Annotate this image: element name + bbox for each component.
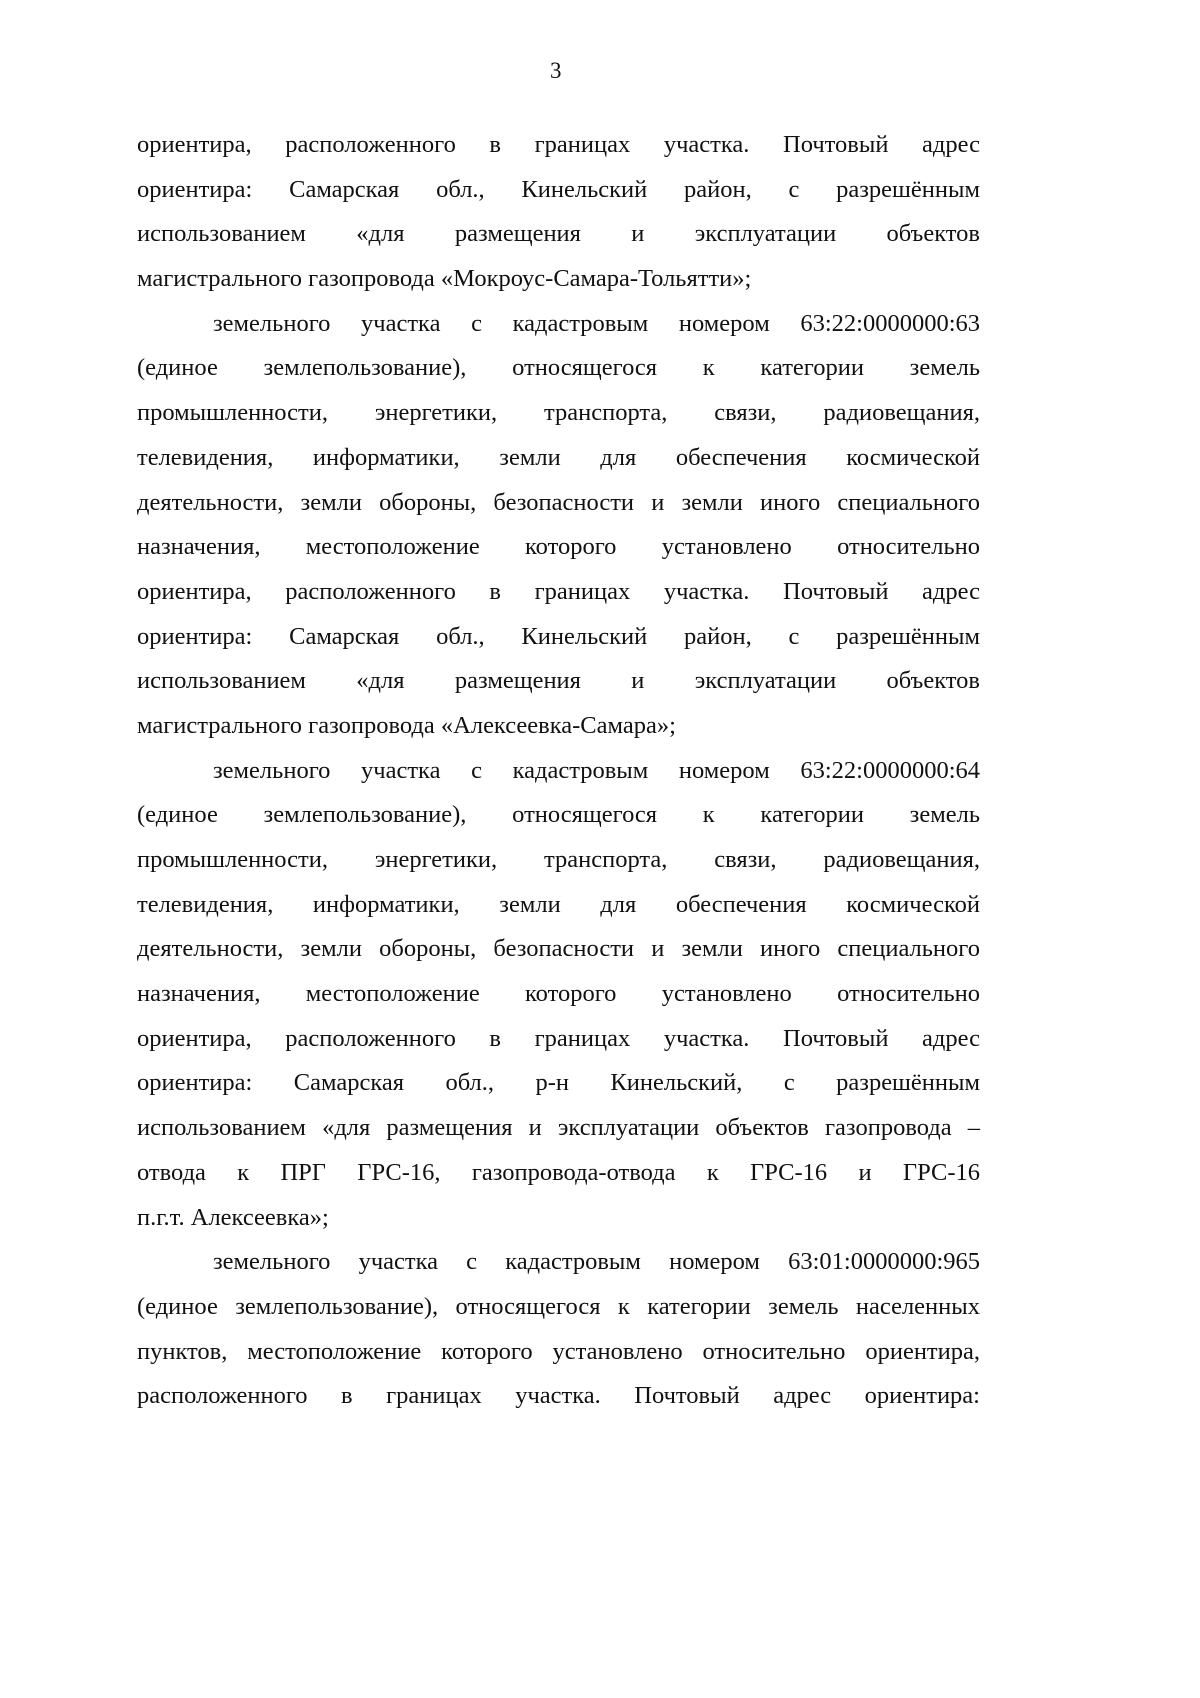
text-line: ориентира, расположенного в границах участка. Почтовый адрес: [137, 131, 980, 158]
paragraph: [137, 749, 980, 1241]
text-line: ориентира: Самарская обл., Кинельский район, с разрешённым: [137, 622, 980, 650]
text-line: земельного участка с кадастровым номером 63:22:0000000:64: [213, 756, 980, 784]
text-line: деятельности, земли обороны, безопасности и земли иного специального: [137, 488, 980, 516]
text-line: п.г.т. Алексеевка»;: [137, 1203, 329, 1231]
text-line: назначения, местоположение которого установлено относительно: [137, 533, 980, 561]
text-line: деятельности, земли обороны, безопасности и земли иного специального: [137, 935, 980, 963]
text-line: ориентира, расположенного в границах участка. Почтовый адрес: [137, 577, 980, 605]
paragraph: [137, 123, 980, 302]
page-number: 3: [550, 58, 562, 83]
text-line: телевидения, информатики, земли для обеспечения космической: [137, 443, 980, 471]
text-line: использованием «для размещения и эксплуатации объектов: [137, 667, 980, 695]
text-line: (единое землепользование), относящегося к категории земель: [137, 354, 980, 382]
text-line: (единое землепользование), относящегося к категории земель: [137, 801, 980, 829]
text-line: ориентира, расположенного в границах участка. Почтовый адрес: [137, 1024, 980, 1052]
text-line: промышленности, энергетики, транспорта, связи, радиовещания,: [137, 846, 980, 873]
text-line: отвода к ПРГ ГРС-16, газопровода-отвода к ГРС-16 и ГРС-16: [137, 1158, 980, 1186]
text-line: расположенного в границах участка. Почтовый адрес ориентира:: [137, 1382, 980, 1410]
text-line: (единое землепользование), относящегося к категории земель населенных: [137, 1292, 980, 1320]
text-line: промышленности, энергетики, транспорта, связи, радиовещания,: [137, 399, 980, 427]
paragraph: [137, 1240, 980, 1419]
text-line: земельного участка с кадастровым номером 63:22:0000000:63: [213, 309, 980, 337]
text-line: ориентира: Самарская обл., р-н Кинельский, с разрешённым: [137, 1069, 980, 1097]
text-line: ориентира: Самарская обл., Кинельский район, с разрешённым: [137, 175, 980, 203]
text-line: земельного участка с кадастровым номером 63:01:0000000:965: [213, 1248, 980, 1276]
paragraph: [137, 302, 980, 749]
text-line: использованием «для размещения и эксплуатации объектов газопровода –: [137, 1114, 980, 1142]
text-line: назначения, местоположение которого установлено относительно: [137, 980, 980, 1008]
text-line: телевидения, информатики, земли для обеспечения космической: [137, 890, 980, 918]
text-line: пунктов, местоположение которого установлено относительно ориентира,: [137, 1337, 980, 1365]
document-body: [137, 123, 980, 1419]
text-line: магистрального газопровода «Мокроус-Самара-Тольятти»;: [137, 265, 752, 293]
text-line: использованием «для размещения и эксплуатации объектов: [137, 220, 980, 248]
text-line: магистрального газопровода «Алексеевка-Самара»;: [137, 711, 676, 739]
